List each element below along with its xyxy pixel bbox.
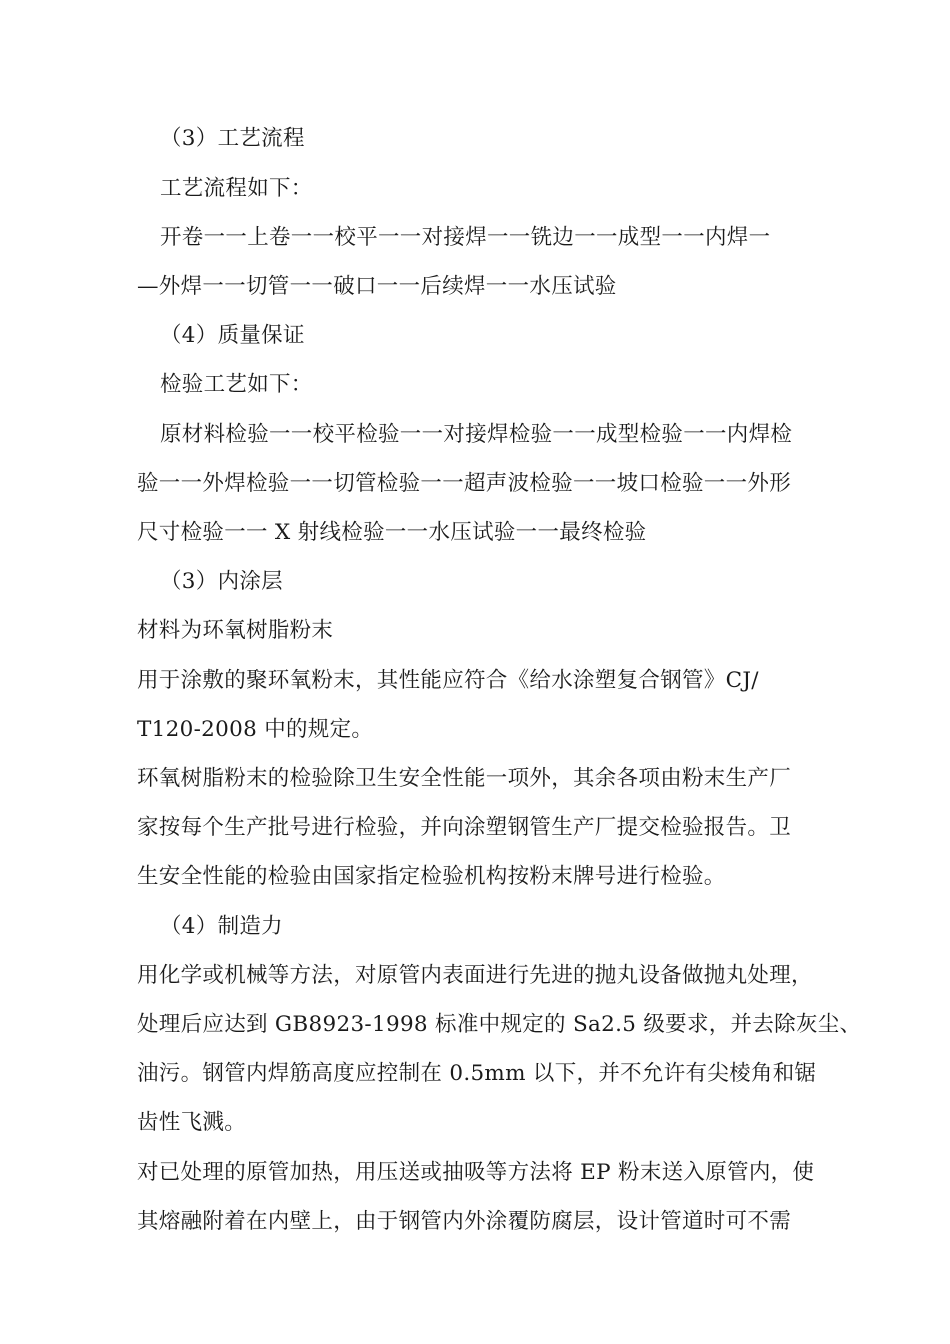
paragraph-line: 原材料检验一一校平检验一一对接焊检验一一成型检验一一内焊检 xyxy=(160,422,793,447)
paragraph-line: 验一一外焊检验一一切管检验一一超声波检验一一坡口检验一一外形 xyxy=(137,471,792,496)
paragraph-line: 生安全性能的检验由国家指定检验机构按粉末牌号进行检验。 xyxy=(137,864,726,889)
paragraph-line: —外焊一一切管一一破口一一后续焊一一水压试验 xyxy=(137,274,617,299)
paragraph-line: 油污。钢管内焊筋高度应控制在 0.5mm 以下，并不允许有尖棱角和锯 xyxy=(137,1061,817,1086)
paragraph-line: 其熔融附着在内壁上，由于钢管内外涂覆防腐层，设计管道时可不需 xyxy=(137,1209,792,1234)
paragraph-line: 用化学或机械等方法，对原管内表面进行先进的抛丸设备做抛丸处理， xyxy=(137,963,813,988)
section-heading-process-flow: （3）工艺流程 xyxy=(160,126,305,151)
paragraph-line: 环氧树脂粉末的检验除卫生安全性能一项外，其余各项由粉末生产厂 xyxy=(137,766,792,791)
paragraph-line: 家按每个生产批号进行检验，并向涂塑钢管生产厂提交检验报告。卫 xyxy=(137,815,792,840)
paragraph-line: 用于涂敷的聚环氧粉末，其性能应符合《给水涂塑复合钢管》CJ/ xyxy=(137,668,759,693)
paragraph-line: 处理后应达到 GB8923-1998 标准中规定的 Sa2.5 级要求，并去除灰尘、 xyxy=(137,1012,862,1037)
paragraph-line: 开卷一一上卷一一校平一一对接焊一一铣边一一成型一一内焊一 xyxy=(160,225,771,250)
section-heading-quality-assurance: （4）质量保证 xyxy=(160,323,305,348)
paragraph-line: 齿性飞溅。 xyxy=(137,1110,247,1135)
paragraph-line: 工艺流程如下： xyxy=(160,176,313,201)
paragraph-line: 材料为环氧树脂粉末 xyxy=(137,618,334,643)
paragraph-line: 检验工艺如下： xyxy=(160,372,313,397)
paragraph-line: 对已处理的原管加热，用压送或抽吸等方法将 EP 粉末送入原管内，使 xyxy=(137,1160,815,1185)
paragraph-line: 尺寸检验一一 X 射线检验一一水压试验一一最终检验 xyxy=(137,520,647,545)
paragraph-line: T120-2008 中的规定。 xyxy=(137,717,374,742)
section-heading-inner-coating: （3）内涂层 xyxy=(160,569,283,594)
section-heading-manufacturing: （4）制造力 xyxy=(160,914,283,939)
